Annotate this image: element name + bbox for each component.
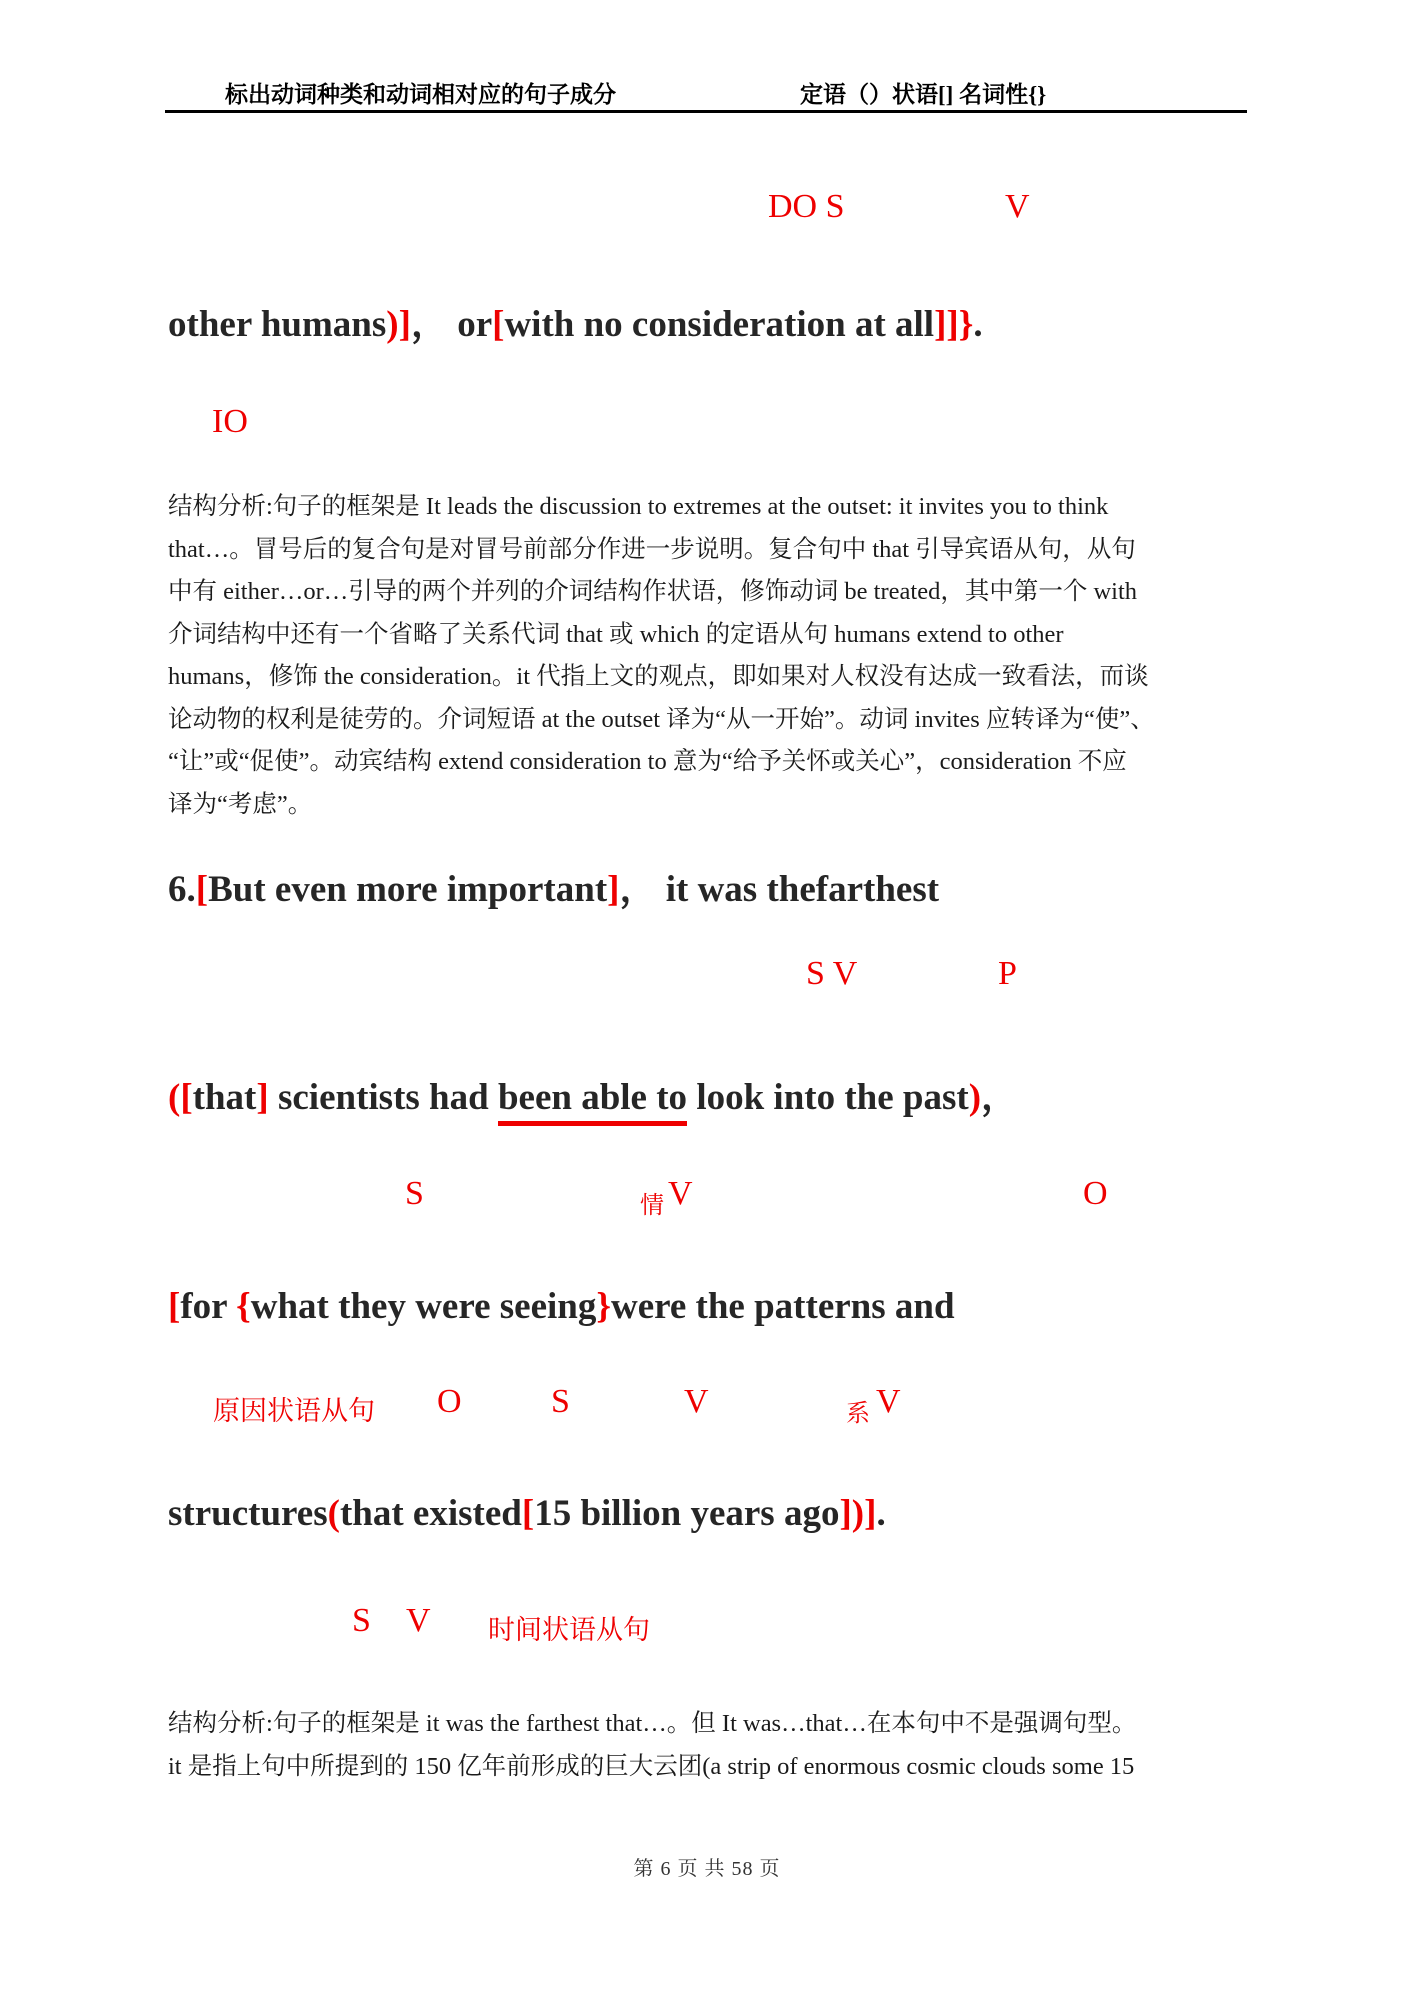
text-segment: or <box>447 304 493 345</box>
text-segment: scientists had <box>268 1077 498 1118</box>
annotation-s: S <box>405 1175 424 1212</box>
text-segment: structures <box>168 1493 328 1534</box>
annotation-row-time-clause <box>0 1602 1414 1648</box>
text-segment: { <box>236 1286 251 1327</box>
text-segment: [ <box>195 869 209 910</box>
text-segment: look into the past <box>687 1077 969 1118</box>
sentence6-for-clause-line <box>168 1285 955 1328</box>
annotation-s: S <box>551 1383 570 1420</box>
sentence6-structures-line <box>168 1492 886 1535</box>
annotation-row-do-s-v <box>0 188 1414 234</box>
text-segment: ] <box>256 1077 269 1118</box>
annotation-row-reason-clause <box>0 1383 1414 1429</box>
text-segment: ]]} <box>934 304 974 345</box>
text-segment: ( <box>327 1493 340 1534</box>
text-segment: 6. <box>168 869 196 910</box>
annotation-s: S <box>352 1602 371 1639</box>
text-segment: . <box>973 304 983 345</box>
analysis-line: 中有 either…or…引导的两个并列的介词结构作状语，修饰动词 be treated，其中第一个 with <box>168 578 1138 605</box>
text-segment: ])] <box>839 1493 877 1534</box>
annotation-o: O <box>437 1383 462 1420</box>
text-segment: But even more important <box>208 869 608 910</box>
analysis-line: 论动物的权利是徒劳的。介词短语 at the outset 译为“从一开始”。动词 invites 应转译为“使”、 <box>168 705 1155 733</box>
annotation-o: O <box>1083 1175 1108 1212</box>
text-segment: that existed <box>339 1493 522 1534</box>
text-segment: it was thefarthest <box>656 869 940 910</box>
text-segment: were the patterns and <box>610 1286 955 1327</box>
text-segment: } <box>596 1286 611 1327</box>
text-segment: [ <box>168 1286 181 1327</box>
text-segment: [ <box>521 1493 535 1534</box>
annotation-row-s-qingv-o <box>0 1175 1414 1221</box>
sentence6-that-clause-line <box>168 1066 1018 1120</box>
sentence5-analysis-paragraph <box>168 486 1260 826</box>
analysis-line: 译为“考虑”。 <box>168 790 313 818</box>
page-number: 第 6 页 共 58 页 <box>633 1858 781 1880</box>
text-segment: ] <box>607 869 620 910</box>
text-segment: ) <box>968 1077 982 1118</box>
annotation-io: IO <box>212 403 248 440</box>
header-left-title: 标出动词种类和动词相对应的句子成分 <box>225 82 616 107</box>
header-rule <box>165 110 1247 113</box>
annotation-v: V <box>668 1175 693 1212</box>
analysis-line: it 是指上句中所提到的 150 亿年前形成的巨大云团(a strip of enormous cosmic clouds some 15 <box>168 1752 1135 1780</box>
annotation-time-clause-label: 时间状语从句 <box>488 1615 650 1645</box>
text-segment: )] <box>386 304 411 345</box>
analysis-line: humans，修饰 the consideration。it 代指上文的观点，即如果对人权没有达成一致看法，而谈 <box>168 663 1149 690</box>
text-segment: [ <box>180 1077 193 1118</box>
text-segment: 15 billion years ago <box>534 1493 840 1534</box>
text-segment: that <box>192 1077 257 1118</box>
analysis-line: that…。冒号后的复合句是对冒号前部分作进一步说明。复合句中 that 引导宾语从句，从句 <box>168 535 1136 563</box>
annotation-row-sv-p <box>0 955 1414 1001</box>
annotation-do-s: DO S <box>768 188 845 225</box>
text-segment: ， <box>981 1077 1019 1118</box>
text-segment: ( <box>168 1077 181 1118</box>
text-segment: been able to <box>498 1077 687 1126</box>
text-segment: for <box>180 1286 237 1327</box>
annotation-v: V <box>1005 188 1030 225</box>
annotation-p: P <box>998 955 1017 992</box>
text-segment: . <box>876 1493 886 1534</box>
analysis-line: “让”或“促使”。动宾结构 extend consideration to 意为“给予关怀或关心”，consideration 不应 <box>168 748 1127 775</box>
sentence6-analysis-paragraph <box>168 1703 1260 1788</box>
analysis-line: 结构分析:句子的框架是 It leads the discussion to extremes at the outset: it invites you to think <box>168 493 1109 520</box>
annotation-v: V <box>684 1383 709 1420</box>
annotation-s-v: S V <box>806 955 858 992</box>
text-segment: other humans <box>168 304 387 345</box>
annotation-reason-clause-label: 原因状语从句 <box>213 1396 375 1426</box>
text-segment: with no consideration at all <box>504 304 935 345</box>
header-right-legend: 定语（）状语[] 名词性{} <box>800 82 1047 107</box>
annotation-v: V <box>876 1383 901 1420</box>
sentence5-line <box>168 293 983 347</box>
text-segment: ， <box>619 869 657 910</box>
analysis-line: 结构分析:句子的框架是 it was the farthest that…。但 It was…that…在本句中不是强调句型。 <box>168 1710 1137 1737</box>
annotation-v: V <box>406 1602 431 1639</box>
text-segment: [ <box>492 304 505 345</box>
annotation-qing-label: 情 <box>640 1193 664 1219</box>
analysis-line: 介词结构中还有一个省略了关系代词 that 或 which 的定语从句 humans extend to other <box>168 620 1064 648</box>
sentence6-heading <box>168 858 939 912</box>
text-segment: ， <box>410 304 448 345</box>
text-segment: what they were seeing <box>250 1286 597 1327</box>
annotation-xi-label: 系 <box>846 1401 870 1427</box>
